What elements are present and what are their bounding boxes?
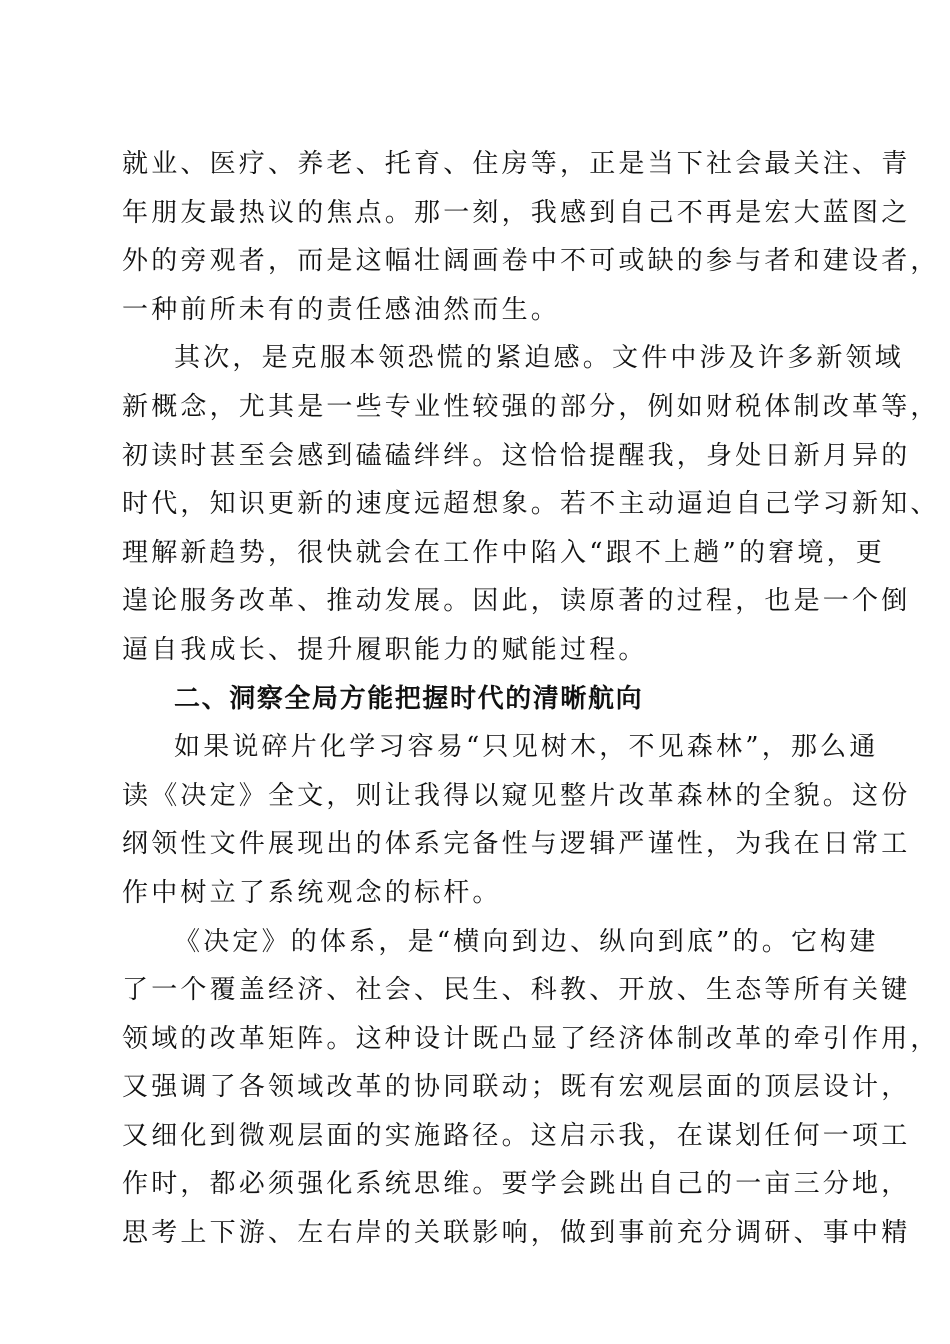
text-line: 了一个覆盖经济、社会、民生、科教、开放、生态等所有关键 (122, 975, 911, 1006)
paragraph-start-line: 如果说碎片化学习容易“只见树木，不见森林”，那么通 (174, 732, 879, 763)
text-line: 读《决定》全文，则让我得以窥见整片改革森林的全貌。这份 (122, 780, 911, 811)
text-line: 一种前所未有的责任感油然而生。 (122, 294, 561, 325)
text-line: 就业、医疗、养老、托育、住房等，正是当下社会最关注、青 (122, 149, 911, 179)
document-body (122, 144, 940, 1262)
text-line: 年朋友最热议的焦点。那一刻，我感到自己不再是宏大蓝图之 (122, 197, 911, 228)
text-line: 逼自我成长、提升履职能力的赋能过程。 (122, 634, 648, 665)
text-line: 思考上下游、左右岸的关联影响，做到事前充分调研、事中精 (122, 1218, 911, 1249)
section-heading: 二、洞察全局方能把握时代的清晰航向 (174, 683, 644, 714)
text-line: 初读时甚至会感到磕磕绊绊。这恰恰提醒我，身处日新月异的 (122, 440, 911, 471)
paragraph-start-line: 《决定》的体系，是“横向到边、纵向到底”的。它构建 (174, 926, 879, 957)
text-line: 作时，都必须强化系统思维。要学会跳出自己的一亩三分地， (122, 1169, 911, 1200)
paragraph-start-line: 其次，是克服本领恐慌的紧迫感。文件中涉及许多新领域 (174, 343, 905, 374)
text-line: 作中树立了系统观念的标杆。 (122, 877, 502, 908)
text-line: 外的旁观者，而是这幅壮阔画卷中不可或缺的参与者和建设者， (122, 246, 940, 277)
text-line: 新概念，尤其是一些专业性较强的部分，例如财税体制改革等， (122, 391, 940, 422)
text-line: 理解新趋势，很快就会在工作中陷入“跟不上趟”的窘境，更 (122, 537, 885, 568)
text-line: 又强调了各领域改革的协同联动；既有宏观层面的顶层设计， (122, 1072, 911, 1103)
text-line: 纲领性文件展现出的体系完备性与逻辑严谨性，为我在日常工 (122, 829, 911, 860)
text-line: 遑论服务改革、推动发展。因此，读原著的过程，也是一个倒 (122, 586, 911, 617)
text-line: 领域的改革矩阵。这种设计既凸显了经济体制改革的牵引作用， (122, 1023, 940, 1054)
text-line: 又细化到微观层面的实施路径。这启示我，在谋划任何一项工 (122, 1120, 911, 1151)
text-line: 时代，知识更新的速度远超想象。若不主动逼迫自己学习新知、 (122, 489, 940, 520)
